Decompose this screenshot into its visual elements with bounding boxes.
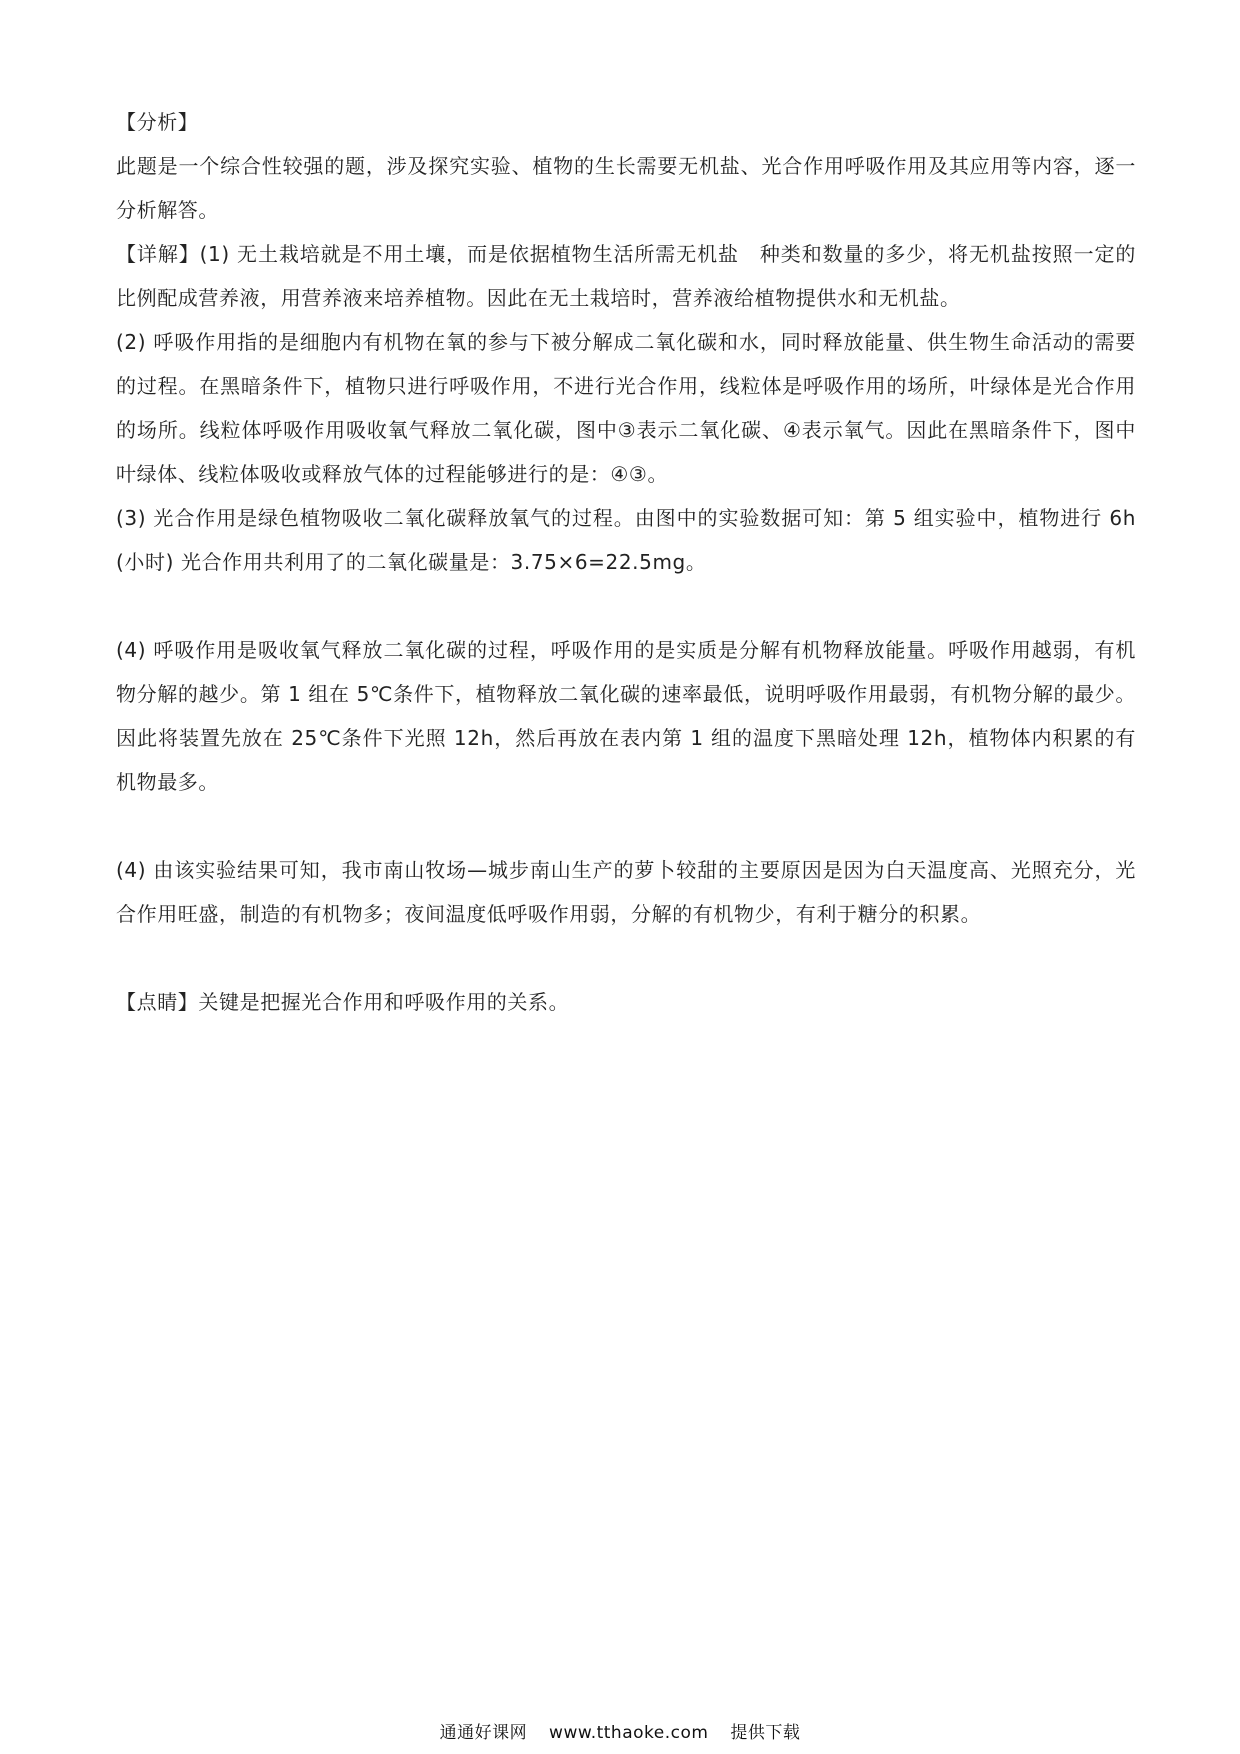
page-footer — [0, 1718, 1240, 1743]
analysis-text: 此题是一个综合性较强的题，涉及探究实验、植物的生长需要无机盐、光合作用呼吸作用及其应用等内容，逐一分析解答。 — [116, 154, 1136, 222]
point-text: 【点睛】关键是把握光合作用和呼吸作用的关系。 — [116, 990, 570, 1014]
spacer — [116, 936, 1136, 980]
footer-url[interactable]: www.tthaoke.com — [549, 1723, 709, 1743]
detail-paragraph-3: (3) 光合作用是绿色植物吸收二氧化碳释放氧气的过程。由图中的实验数据可知：第 5 组实验中，植物进行 6h (小时) 光合作用共利用了的二氧化碳量是：3.75×6=22.5mg。 — [116, 506, 1136, 574]
footer-site-name: 通通好课网 — [439, 1723, 528, 1743]
spacer — [116, 584, 1136, 628]
detail-paragraph-1: 【详解】(1) 无土栽培就是不用土壤，而是依据植物生活所需无机盐 种类和数量的多少，将无机盐按照一定的比例配成营养液，用营养液来培养植物。因此在无土栽培时，营养液给植物提供水和无机盐。 — [116, 242, 1136, 310]
spacer — [116, 804, 1136, 848]
detail-paragraph-4: (4) 呼吸作用是吸收氧气释放二氧化碳的过程，呼吸作用的是实质是分解有机物释放能量。呼吸作用越弱，有机物分解的越少。第 1 组在 5℃条件下，植物释放二氧化碳的速率最低，说明呼吸作用最弱，有机物分解的最少。因此将装置先放在 25℃条件下光照 12h，然后再放在表内第 1 组的温度下黑暗处理 12h，植物体内积累的有机物最多。 — [116, 638, 1136, 794]
detail-paragraph-5: (4) 由该实验结果可知，我市南山牧场—城步南山生产的萝卜较甜的主要原因是因为白天温度高、光照充分，光合作用旺盛，制造的有机物多；夜间温度低呼吸作用弱，分解的有机物少，有利于糖分的积累。 — [116, 858, 1136, 926]
footer-note: 提供下载 — [730, 1723, 801, 1743]
detail-paragraph-2: (2) 呼吸作用指的是细胞内有机物在氧的参与下被分解成二氧化碳和水，同时释放能量、供生物生命活动的需要的过程。在黑暗条件下，植物只进行呼吸作用，不进行光合作用，线粒体是呼吸作用的场所，叶绿体是光合作用的场所。线粒体呼吸作用吸收氧气释放二氧化碳，图中③表示二氧化碳、④表示氧气。因此在黑暗条件下，图中叶绿体、线粒体吸收或释放气体的过程能够进行的是：④③。 — [116, 330, 1136, 486]
document-body — [116, 100, 1136, 1024]
analysis-heading: 【分析】 — [116, 110, 199, 134]
